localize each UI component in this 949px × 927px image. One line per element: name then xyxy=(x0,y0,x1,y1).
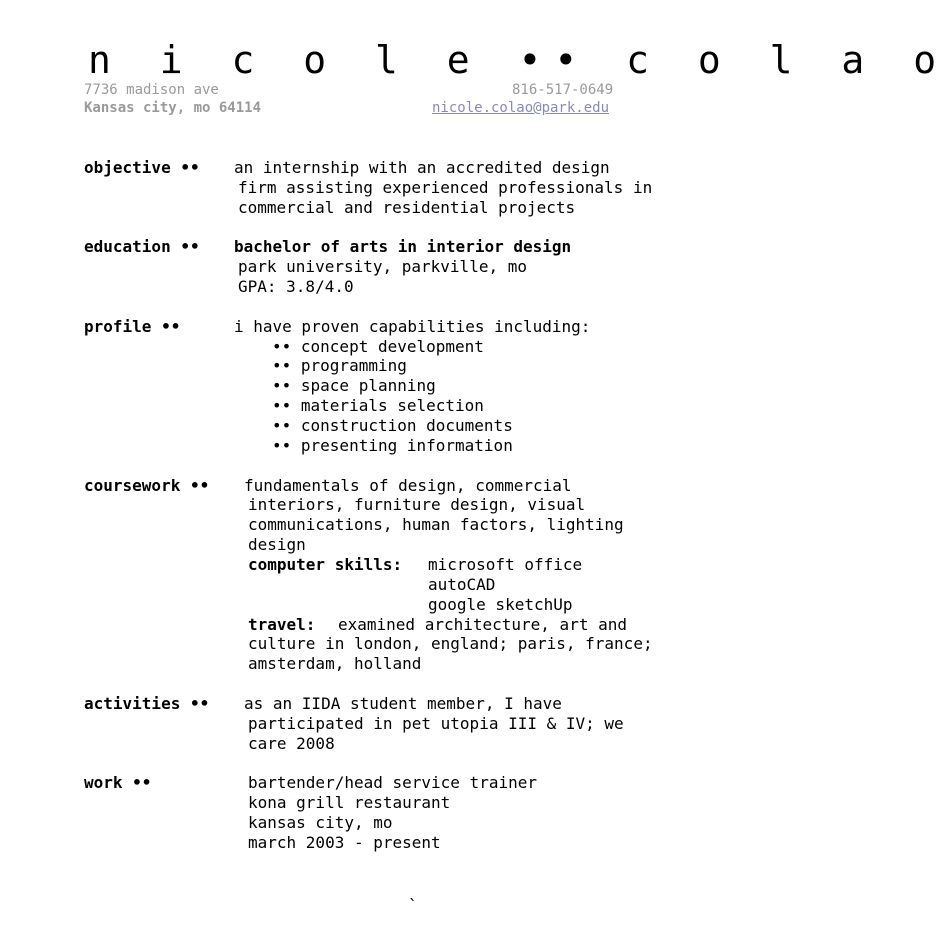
coursework-label: coursework •• xyxy=(84,476,210,495)
travel-line: culture in london, england; paris, france; xyxy=(248,634,653,653)
education-gpa: GPA: 3.8/4.0 xyxy=(238,277,354,296)
work-line: kansas city, mo xyxy=(248,813,393,832)
coursework-line: design xyxy=(248,535,306,554)
profile-item: •• programming xyxy=(272,356,407,375)
computer-skill-item: google sketchUp xyxy=(428,595,573,614)
work-label: work •• xyxy=(84,773,152,792)
profile-item: •• concept development xyxy=(272,337,484,356)
profile-item: •• materials selection xyxy=(272,396,484,415)
travel-line: amsterdam, holland xyxy=(248,654,422,673)
objective-line: an internship with an accredited design xyxy=(234,158,610,177)
education-school: park university, parkville, mo xyxy=(238,257,527,276)
objective-label: objective •• xyxy=(84,158,200,177)
work-line: kona grill restaurant xyxy=(248,793,451,812)
email-link[interactable]: nicole.colao@park.edu xyxy=(432,100,610,116)
activities-label: activities •• xyxy=(84,694,210,713)
activities-line: care 2008 xyxy=(248,734,335,753)
education-label: education •• xyxy=(84,237,200,256)
candidate-name: n i c o l e •• c o l a o xyxy=(88,38,949,82)
travel-label: travel: xyxy=(248,615,316,634)
coursework-line: communications, human factors, lighting xyxy=(248,515,624,534)
work-line: bartender/head service trainer xyxy=(248,773,537,792)
address-street: 7736 madison ave xyxy=(84,82,219,98)
footer-mark: ` xyxy=(408,896,418,915)
computer-skills-label: computer skills: xyxy=(248,555,403,574)
phone-number: 816-517-0649 xyxy=(512,82,614,98)
education-degree: bachelor of arts in interior design xyxy=(234,237,572,256)
work-line: march 2003 - present xyxy=(248,833,441,852)
activities-line: participated in pet utopia III & IV; we xyxy=(248,714,624,733)
coursework-line: fundamentals of design, commercial xyxy=(244,476,572,495)
profile-item: •• construction documents xyxy=(272,416,513,435)
computer-skill-item: autoCAD xyxy=(428,575,496,594)
profile-item: •• space planning xyxy=(272,376,436,395)
profile-item: •• presenting information xyxy=(272,436,513,455)
profile-label: profile •• xyxy=(84,317,181,336)
computer-skill-item: microsoft office xyxy=(428,555,583,574)
activities-line: as an IIDA student member, I have xyxy=(244,694,562,713)
profile-intro: i have proven capabilities including: xyxy=(234,317,591,336)
objective-line: firm assisting experienced professionals in xyxy=(238,178,653,197)
objective-line: commercial and residential projects xyxy=(238,198,576,217)
address-city: Kansas city, mo 64114 xyxy=(84,100,262,116)
travel-line: examined architecture, art and xyxy=(338,615,627,634)
coursework-line: interiors, furniture design, visual xyxy=(248,495,586,514)
